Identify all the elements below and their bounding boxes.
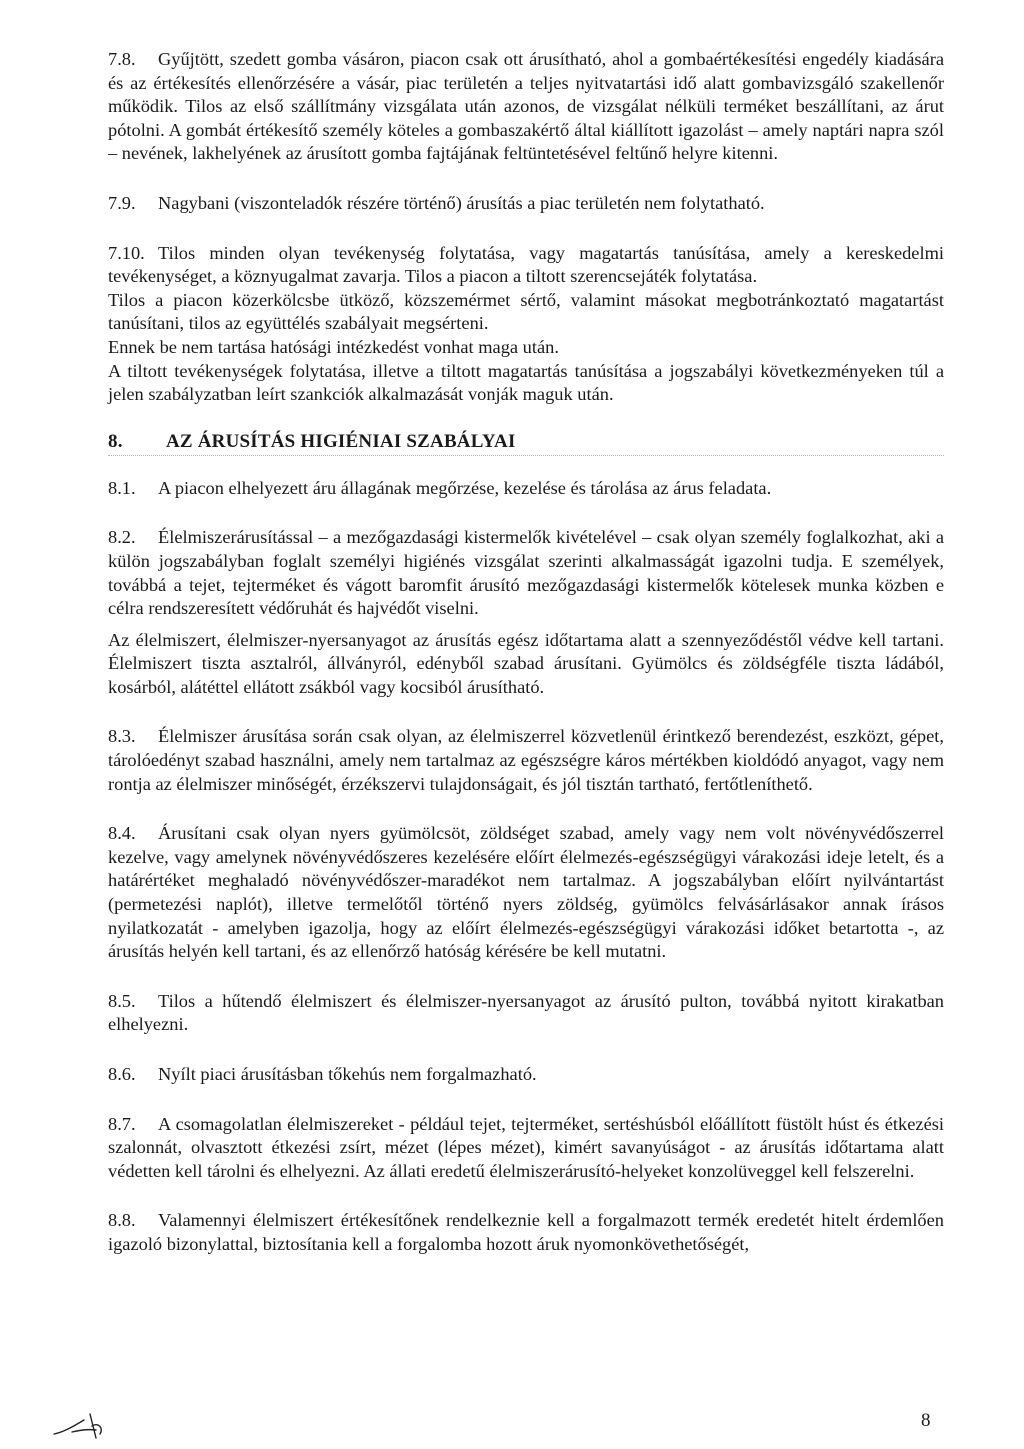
paragraph-number: 7.10. [108, 242, 145, 263]
paragraph-number: 7.8. [108, 49, 136, 69]
paragraph-7-10-line-3: Ennek be nem tartása hatósági intézkedést vonhat maga után. [108, 336, 559, 357]
paragraph-number: 8.1. [108, 477, 136, 498]
paragraph-text: Valamennyi élelmiszert értékesítőnek rendelkeznie kell a forgalmazott termék eredetét hitelt érdemlően igazoló bizonylattal, biztosítania kell a forgalomba hozott áruk nyomonkövethetőségét, [108, 1210, 944, 1254]
paragraph-text: Nyílt piaci árusításban tőkehús nem forgalmazható. [158, 1064, 537, 1084]
paragraph-text: A piacon elhelyezett áru állagának megőrzése, kezelése és tárolása az árus feladata. [158, 477, 772, 498]
paragraph-text: Tilos minden olyan tevékenység folytatása, vagy magatartás tanúsítása, amely a kereskedelmi tevékenységet, a köznyugalmat zavarja. Tilos a piacon a tiltott szerencsejáték folytatása. [108, 242, 944, 287]
paragraph-number: 8.6. [108, 1064, 136, 1084]
paragraph-7-10-line-4: A tiltott tevékenységek folytatása, illetve a tiltott magatartás tanúsítása a jogszabályi következményeken túl a jelen szabályzatban leírt szankciók alkalmazását vonják maguk után. [108, 360, 944, 405]
paragraph-text: Gyűjtött, szedett gomba vásáron, piacon csak ott árusítható, ahol a gombaértékesítési engedély kiadására és az értékesítés ellenőrzésére a vásár, piac területén a teljes nyitvatartási idő alatt gombavizsgáló szakellenőr működik. Tilos az első szállítmány vizsgálata után azonos, de vizsgálat nélküli terméket beszállítani, az árut pótolni. A gombát értékesítő személy köteles a gombaszakértő által kiállított igazolást – amely naptári napra szól – nevének, lakhelyének az árusított gomba fajtájának feltüntetésével feltűnő helyre kitenni. [108, 49, 944, 164]
paragraph-8-1 [108, 477, 944, 501]
paragraph-number: 8.5. [108, 990, 136, 1011]
paragraph-text: A csomagolatlan élelmiszereket - például tejet, tejterméket, sertéshúsból előállított füstölt húst és étkezési szalonnát, olvasztott étkezési zsírt, mézet (lépes mézet), kimért savanyúságot - az árusítás időtartama alatt védetten kell tárolni és elhelyezni. Az állati eredetű élelmiszerárusító-helyeket konzolüveggel kell felszerelni. [108, 1113, 944, 1181]
heading-dotted-rule [108, 455, 944, 456]
handwritten-signature-icon [52, 1410, 112, 1440]
paragraph-8-5 [108, 990, 944, 1037]
paragraph-7-8 [108, 48, 944, 166]
paragraph-8-2-continued: Az élelmiszert, élelmiszer-nyersanyagot az árusítás egész időtartama alatt a szennyeződéstől védve kell tartani. Élelmiszert tiszta asztalról, állványról, edényből szabad árusítani. Gyümölcs és zöldségféle tiszta ládából, kosárból, alátéttel ellátott zsákból vagy kocsiból árusítható. [108, 629, 944, 697]
paragraph-number: 8.7. [108, 1113, 136, 1134]
paragraph-8-8 [108, 1209, 944, 1256]
paragraph-text: Árusítani csak olyan nyers gyümölcsöt, zöldséget szabad, amely vagy nem volt növényvédőszerrel kezelve, vagy amelynek növényvédőszeres kezelésére előírt élelmezés-egészségügyi várakozási ideje letelt, és a határértéket meghaladó növényvédőszer-maradékot nem tartalmaz. A jogszabályban előírt nyilvántartást (permetezési naplót), illetve termelőtől történő nyers zöldség, gyümölcs felvásárlásakor annak írásos nyilatkozatát - amelyben igazolja, hogy az előírt élelmezés-egészségügyi várakozási időket betartotta -, az árusítás helyén kell tartani, és az ellenőrző hatóság kérésére be kell mutatni. [108, 823, 944, 962]
paragraph-number: 8.2. [108, 527, 136, 548]
paragraph-number: 8.8. [108, 1210, 136, 1231]
document-body [108, 48, 944, 1257]
paragraph-8-3 [108, 725, 944, 796]
paragraph-text: Nagybani (viszonteladók részére történő) árusítás a piac területén nem folytatható. [158, 192, 765, 213]
heading-number: 8. [108, 430, 123, 452]
paragraph-number: 8.4. [108, 823, 136, 844]
paragraph-8-7 [108, 1113, 944, 1184]
paragraph-8-2 [108, 526, 944, 620]
paragraph-8-6 [108, 1063, 944, 1087]
paragraph-text: Tilos a hűtendő élelmiszert és élelmiszer-nyersanyagot az árusító pulton, továbbá nyitott kirakatban elhelyezni. [108, 990, 944, 1035]
paragraph-7-10-line-2: Tilos a piacon közerkölcsbe ütköző, közszemérmet sértő, valamint másokat megbotránkoztató magatartást tanúsítani, tilos az együttélés szabályait megsérteni. [108, 289, 944, 334]
paragraph-text: Élelmiszer árusítása során csak olyan, az élelmiszerrel közvetlenül érintkező berendezést, eszközt, gépet, tárolóedényt szabad használni, amely nem tartalmaz az egészségre káros mértékben kioldódó anyagot, vagy nem rontja az élelmiszer minőségét, érzékszervi tulajdonságait, és jól tisztán tartható, fertőtleníthető. [108, 726, 944, 794]
section-heading [108, 427, 944, 457]
paragraph-7-9 [108, 192, 944, 216]
paragraph-8-4 [108, 822, 944, 964]
heading-title: AZ ÁRUSÍTÁS HIGIÉNIAI SZABÁLYAI [166, 430, 516, 452]
paragraph-7-10 [108, 242, 944, 289]
page-number: 8 [921, 1410, 931, 1431]
paragraph-number: 7.9. [108, 192, 136, 213]
paragraph-number: 8.3. [108, 726, 136, 747]
paragraph-text: Élelmiszerárusítással – a mezőgazdasági kistermelők kivételével – csak olyan személy foglalkozhat, aki a külön jogszabályban foglalt személyi higiénés vizsgálat szerinti alkalmasságát igazolni tudja. E személyek, továbbá a tejet, tejterméket és vágott baromfit árusító mezőgazdasági kistermelők kötelesek munka közben e célra rendszeresített védőruhát és hajvédőt viselni. [108, 527, 944, 619]
